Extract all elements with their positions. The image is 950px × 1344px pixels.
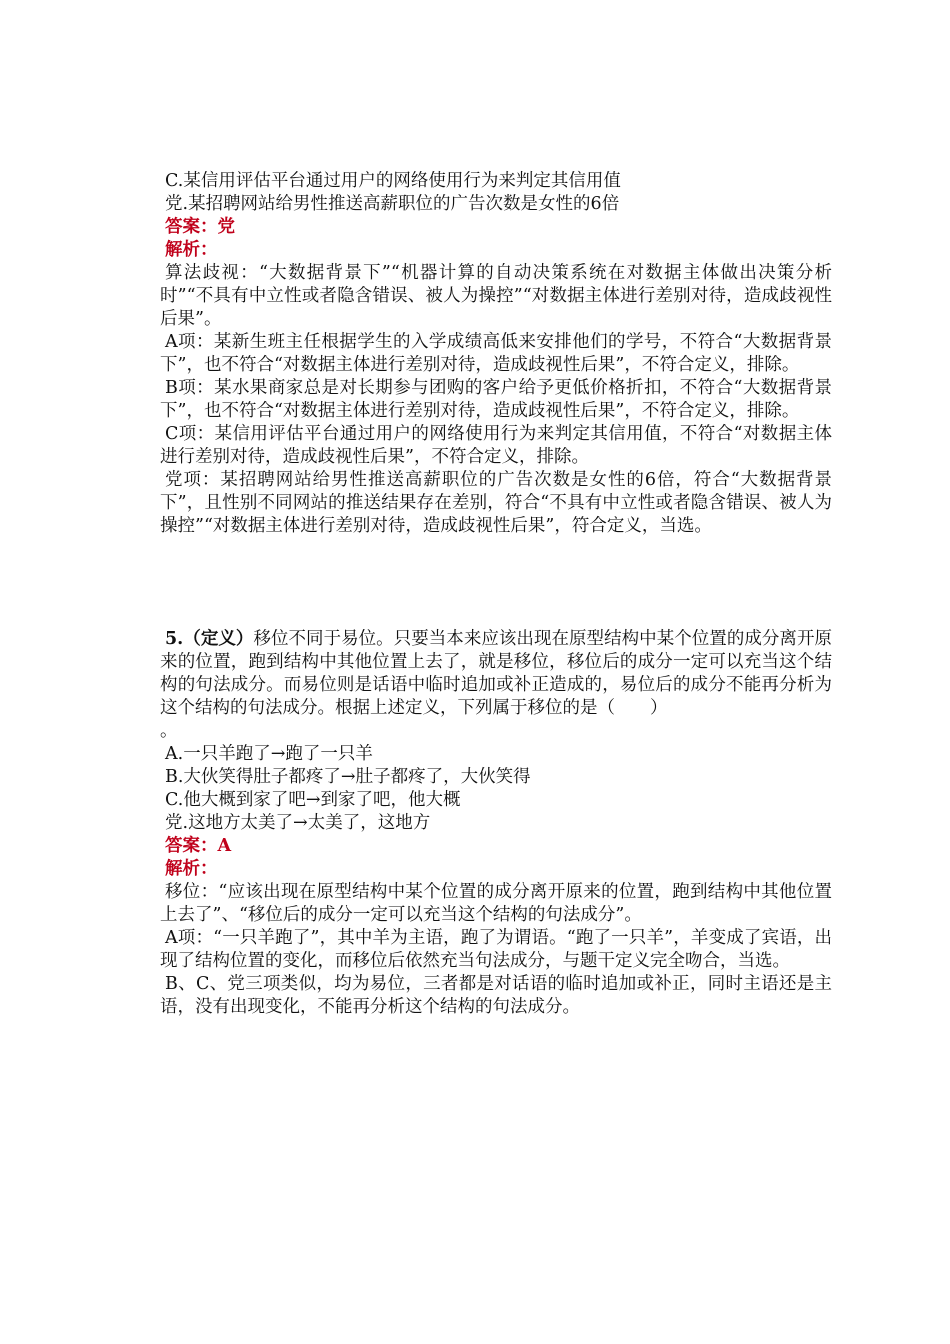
analysis-paragraph: 党项：某招聘网站给男性推送高薪职位的广告次数是女性的6倍，符合“大数据背景下”，且性别不同网站的推送结果存在差别，符合“不具有中立性或者隐含错误、被人为操控”“对数据主体进行差别对待，造成歧视性后果”，符合定义，当选。 [160, 470, 832, 536]
option-c: C.某信用评估平台通过用户的网络使用行为来判定其信用值 [165, 171, 621, 191]
question-stem [160, 628, 832, 720]
option-a: A.一只羊跑了→跑了一只羊 [165, 744, 373, 764]
option-d: 党.某招聘网站给男性推送高薪职位的广告次数是女性的6倍 [165, 194, 620, 214]
analysis-paragraph: B项：某水果商家总是对长期参与团购的客户给予更低价格折扣，不符合“大数据背景下”，也不符合“对数据主体进行差别对待，造成歧视性后果”，不符合定义，排除。 [160, 378, 832, 421]
option-b: B.大伙笑得肚子都疼了→肚子都疼了，大伙笑得 [165, 767, 531, 787]
analysis-label: 解析： [165, 859, 218, 879]
answer-label: 答案：A [165, 836, 232, 856]
question-number: 5.（定义） [165, 629, 254, 649]
analysis-paragraph: A项：某新生班主任根据学生的入学成绩高低来安排他们的学号，不符合“大数据背景下”，也不符合“对数据主体进行差别对待，造成歧视性后果”，不符合定义，排除。 [160, 332, 832, 375]
analysis-paragraph: 移位：“应该出现在原型结构中某个位置的成分离开原来的位置，跑到结构中其他位置上去了”、“移位后的成分一定可以充当这个结构的句法成分”。 [160, 882, 832, 925]
answer-label: 答案：党 [165, 217, 235, 237]
question-4-continuation [160, 170, 832, 538]
analysis-paragraph: B、C、党三项类似，均为易位，三者都是对话语的临时追加或补正，同时主语还是主语，没有出现变化，不能再分析这个结构的句法成分。 [160, 974, 832, 1017]
question-5 [160, 628, 832, 1019]
analysis-paragraph: A项：“一只羊跑了”，其中羊为主语，跑了为谓语。“跑了一只羊”，羊变成了宾语，出现了结构位置的变化，而移位后依然充当句法成分，与题干定义完全吻合，当选。 [160, 928, 832, 971]
question-stem-text: 移位不同于易位。只要当本来应该出现在原型结构中某个位置的成分离开原来的位置，跑到结构中其他位置上去了，就是移位，移位后的成分一定可以充当这个结构的句法成分。而易位则是话语中临时追加或补正造成的，易位后的成分不能再分析为这个结构的句法成分。根据上述定义，下列属于移位的是（ ） [160, 629, 832, 718]
analysis-label: 解析： [165, 240, 218, 260]
analysis-paragraph: 算法歧视：“大数据背景下”“机器计算的自动决策系统在对数据主体做出决策分析时”“不具有中立性或者隐含错误、被人为操控”“对数据主体进行差别对待，造成歧视性后果”。 [160, 263, 832, 329]
option-c: C.他大概到家了吧→到家了吧，他大概 [165, 790, 461, 810]
question-stem-end: 。 [160, 721, 178, 741]
option-d: 党.这地方太美了→太美了，这地方 [165, 813, 431, 833]
analysis-paragraph: C项：某信用评估平台通过用户的网络使用行为来判定其信用值，不符合“对数据主体进行差别对待，造成歧视性后果”，不符合定义，排除。 [160, 424, 832, 467]
